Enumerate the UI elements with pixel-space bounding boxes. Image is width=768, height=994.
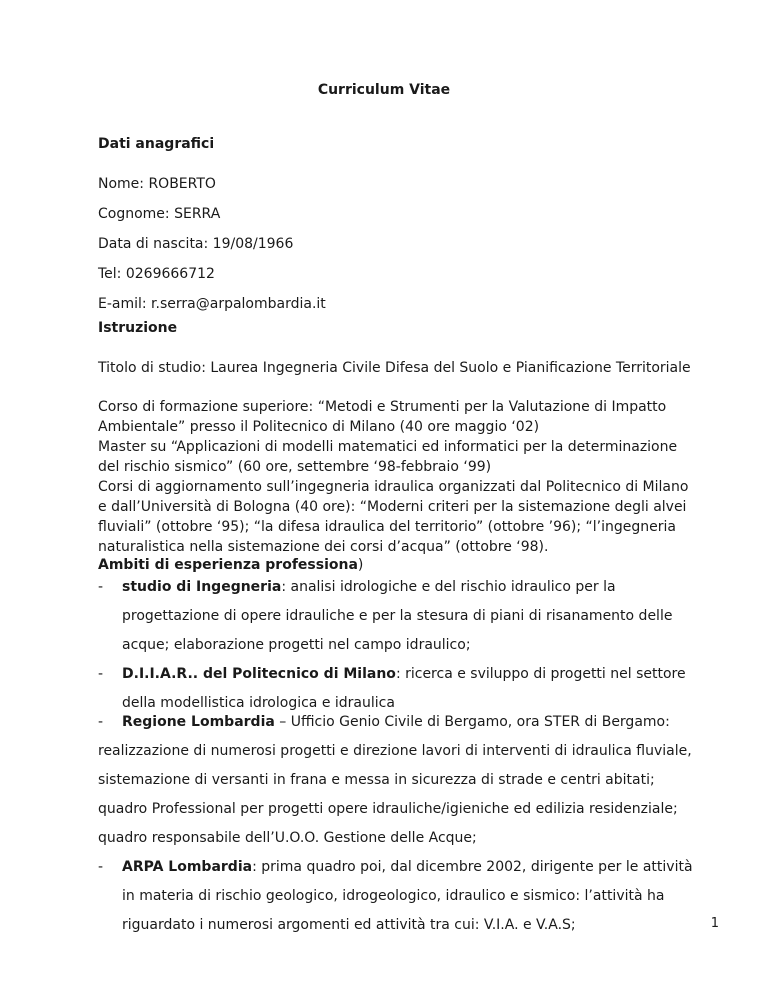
education-degree [98,358,698,378]
experience-item [98,708,698,737]
experience-text: Regione Lombardia – Ufficio Genio Civile di Bergamo, ora STER di Bergamo: [122,714,670,730]
degree-text: Titolo di studio: Laurea Ingegneria Civile Difesa del Suolo e Pianificazione Territoriale [98,360,691,376]
experience-text: studio di Ingegneria: analisi idrologiche e del rischio idraulico per la progettazione di opere idrauliche e per la stesura di piani di risanamento delle acque; elaborazione progetti nel campo idraulico; [122,579,673,653]
education-courses [98,397,698,557]
experience-text: ARPA Lombardia: prima quadro poi, dal dicembre 2002, dirigente per le attività in materia di rischio geologico, idrogeologico, idraulico e sismico: l’attività ha riguardato i numerosi argomenti ed attività tra cui: V.I.A. e V.A.S; [122,859,693,933]
experience-item [98,853,698,940]
section-personal-data [98,136,698,152]
bullet-dash: - [98,859,104,875]
document-title: Curriculum Vitae [317,82,451,98]
course-paragraph: Master su “Applicazioni di modelli matematici ed informatici per la determinazione del rischio sismico” (60 ore, settembre ‘98-febbraio ‘99) [98,439,678,475]
field-cognome: Cognome: SERRA [98,206,221,222]
bullet-dash: - [98,666,104,682]
course-paragraph: Corsi di aggiornamento sull’ingegneria idraulica organizzati dal Politecnico di Milano e dall’Università di Bologna (40 ore): “Moderni criteri per la sistemazione degli alvei fluviali” (ottobre ‘95); “la difesa idraulica del territorio” (ottobre ’96); “l’ingegneria naturalistica nella sistemazione dei corsi d’acqua” (ottobre ‘98). [98,479,689,555]
page-number: 1 [710,916,719,931]
section-education [98,320,698,336]
field-phone: Tel: 0269666712 [98,266,215,282]
course-paragraph: Corso di formazione superiore: “Metodi e Strumenti per la Valutazione di Impatto Ambientale” presso il Politecnico di Milano (40 ore maggio ‘02) [98,399,667,435]
experience-text: D.I.I.A.R.. del Politecnico di Milano: ricerca e sviluppo di progetti nel settore della modellistica idrologica e idraulica [122,666,686,711]
section-experience [98,557,698,573]
bullet-dash: - [98,579,104,595]
field-email: E-amil: r.serra@arpalombardia.it [98,296,326,312]
experience-continuation: realizzazione di numerosi progetti e direzione lavori di interventi di idraulica fluviale, sistemazione di versanti in frana e messa in sicurezza di strade e centri abitati; quadro Professional per progetti opere idrauliche/igieniche ed edilizia residenziale; quadro responsabile dell’U.O.O. Gestione delle Acque; [98,743,692,846]
field-nome: Nome: ROBERTO [98,176,216,192]
personal-data-list [98,174,698,314]
section-heading: Istruzione [98,320,178,336]
section-heading: Dati anagrafici [98,136,215,152]
experience-item [98,573,698,660]
section-heading: Ambiti di esperienza professiona) [98,557,364,573]
field-birthdate: Data di nascita: 19/08/1966 [98,236,294,252]
bullet-dash: - [98,714,104,730]
